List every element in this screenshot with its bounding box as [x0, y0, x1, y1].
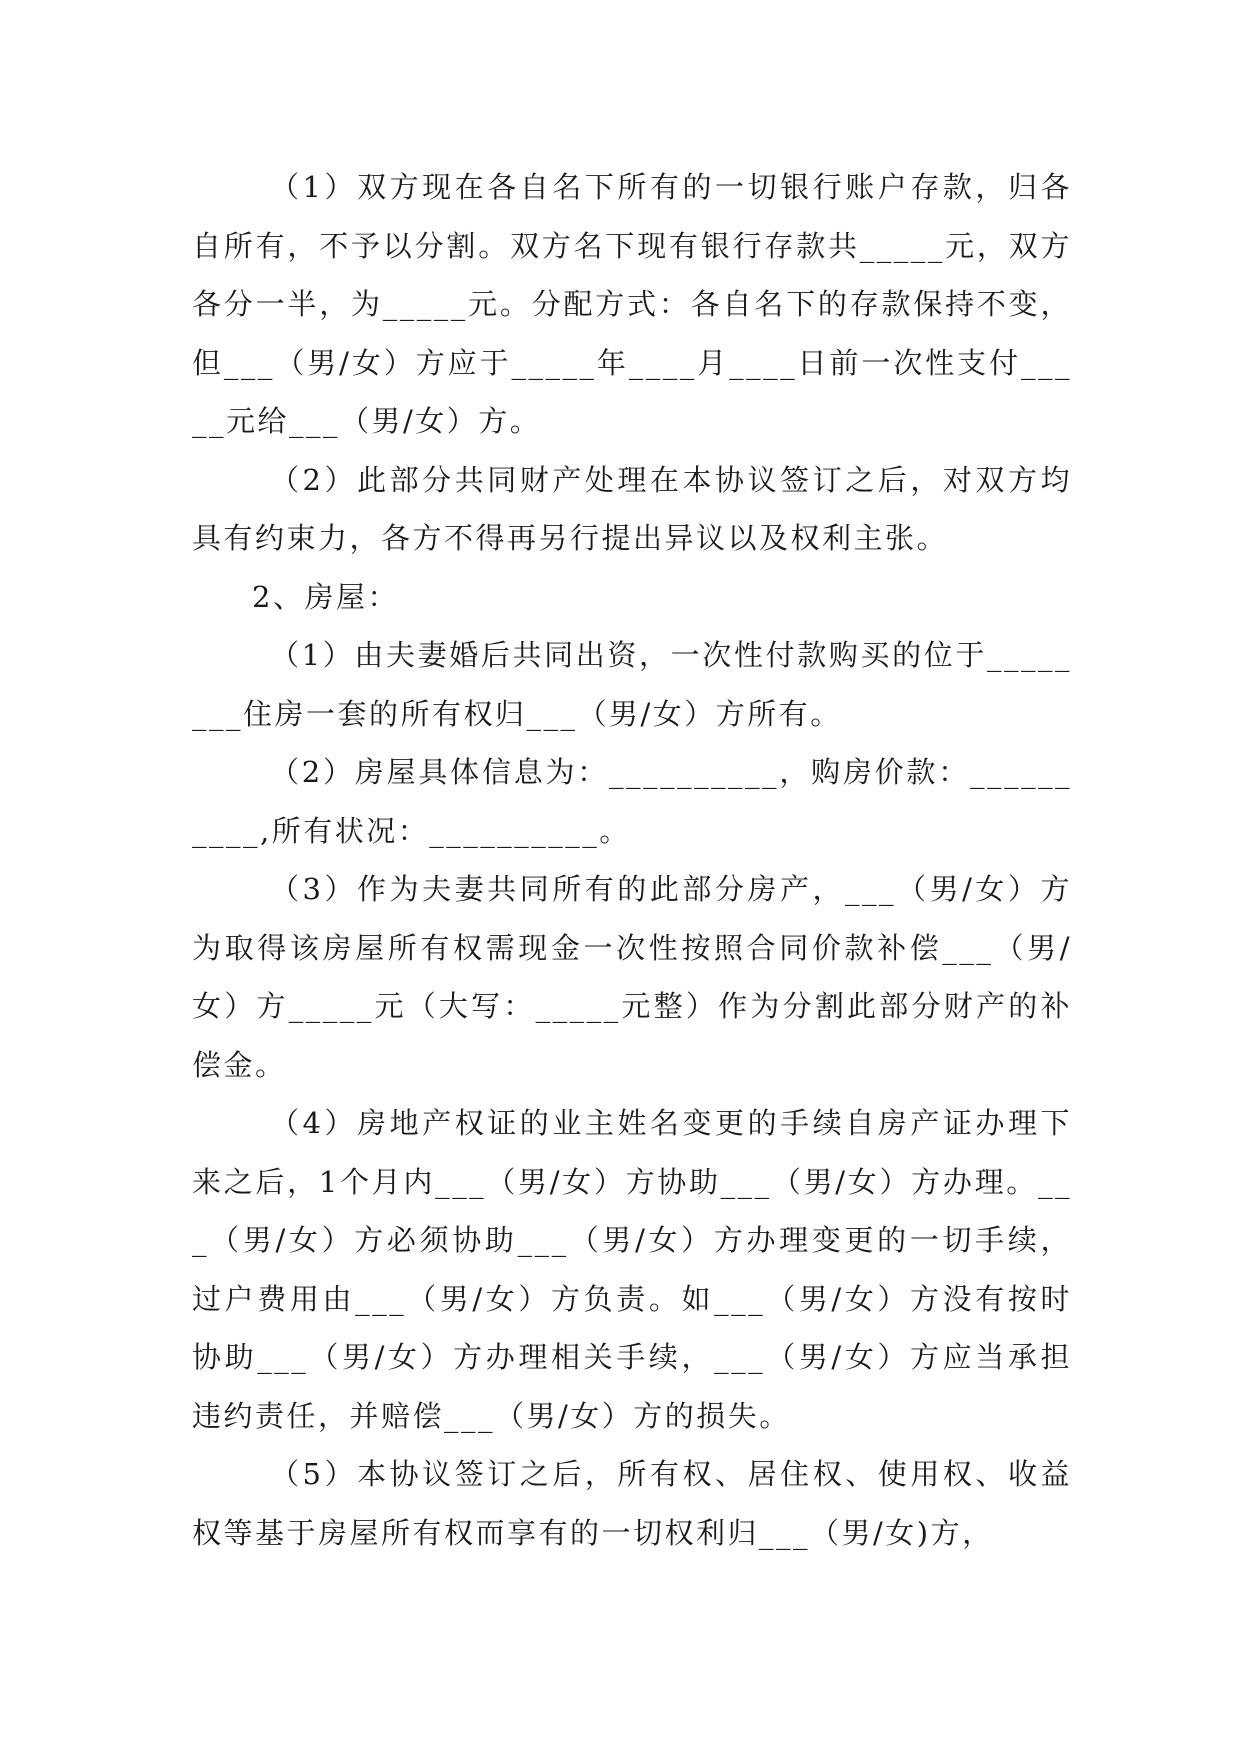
clause-deposits-1: （1）双方现在各自名下所有的一切银行账户存款，归各自所有，不予以分割。双方名下现有银行存款共_____元，双方各分一半，为_____元。分配方式：各自名下的存款保持不变，但___（男/女）方应于_____年____月____日前一次性支付_____元给___（男/女）方。: [192, 170, 1072, 438]
document-body: [192, 158, 1072, 1562]
clause-house-4: （4）房地产权证的业主姓名变更的手续自房产证办理下来之后，1个月内___（男/女）方协助___（男/女）方办理。___（男/女）方必须协助___（男/女）方办理变更的一切手续，过户费用由___（男/女）方负责。如___（男/女）方没有按时协助___（男/女）方办理相关手续，___（男/女）方应当承担违约责任，并赔偿___（男/女）方的损失。: [192, 1106, 1072, 1433]
section-heading-house: 2、房屋：: [252, 579, 399, 614]
clause-deposits-2: （2）此部分共同财产处理在本协议签订之后，对双方均具有约束力，各方不得再另行提出异议以及权利主张。: [192, 462, 1072, 555]
clause-house-2: （2）房屋具体信息为：__________，购房价款：__________,所有状况：__________。: [192, 755, 1072, 848]
clause-house-3: （3）作为夫妻共同所有的此部分房产，___（男/女）方为取得该房屋所有权需现金一次性按照合同价款补偿___（男/女）方_____元（大写：_____元整）作为分割此部分财产的补偿金。: [192, 872, 1072, 1082]
clause-house-1: （1）由夫妻婚后共同出资，一次性付款购买的位于________住房一套的所有权归___（男/女）方所有。: [192, 638, 1072, 731]
clause-house-5: （5）本协议签订之后，所有权、居住权、使用权、收益权等基于房屋所有权而享有的一切权利归___（男/女)方，: [192, 1457, 1072, 1550]
